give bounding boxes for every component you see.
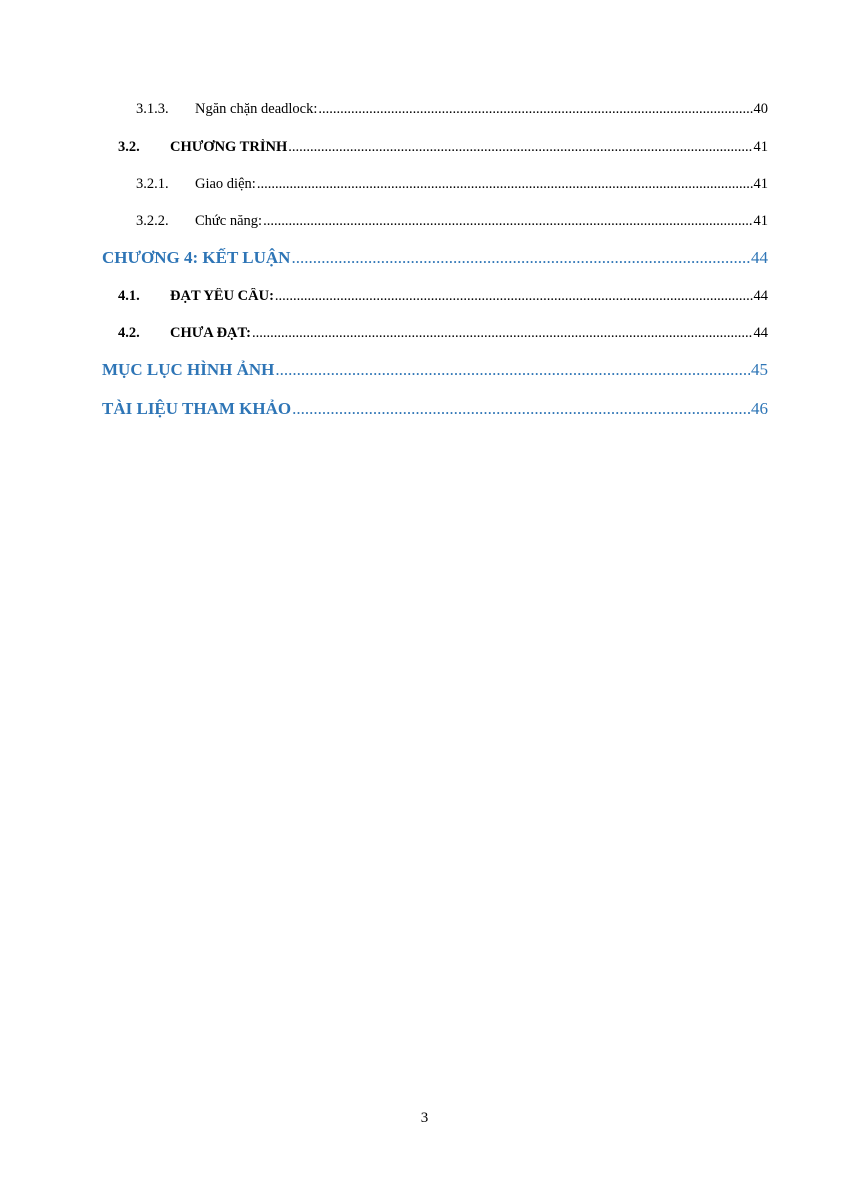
- toc-dot-leader: [318, 101, 752, 118]
- toc-entry-page: 44: [753, 325, 768, 341]
- toc-entry-title: CHƯƠNG 4: KẾT LUẬN: [102, 248, 291, 267]
- toc-entry-title: Ngăn chặn deadlock:: [195, 101, 318, 117]
- toc-entry-page: 41: [753, 213, 768, 229]
- toc-dot-leader: [275, 288, 753, 305]
- toc-entry-number: 4.1.: [118, 288, 140, 304]
- toc-entry-4-1[interactable]: [118, 288, 768, 305]
- toc-dot-leader: [288, 139, 752, 156]
- toc-entry-4-2[interactable]: [118, 325, 768, 342]
- toc-dot-leader: [263, 213, 752, 230]
- toc-entry-3-2[interactable]: [118, 139, 768, 156]
- toc-entry-title: CHƯƠNG TRÌNH: [170, 139, 288, 155]
- toc-entry-number: 3.2.2.: [136, 213, 169, 229]
- toc-entry-page: 44: [751, 248, 768, 267]
- toc-entry-number: 3.1.3.: [136, 101, 169, 117]
- toc-entry-title: Giao diện:: [195, 176, 256, 192]
- toc-dot-leader: [257, 176, 753, 193]
- toc-entry-list-of-figures[interactable]: [102, 360, 768, 380]
- toc-dot-leader: [252, 325, 753, 342]
- toc-entry-3-2-1[interactable]: [136, 176, 768, 193]
- toc-entry-page: 45: [751, 360, 768, 379]
- toc-entry-references[interactable]: [102, 399, 768, 419]
- toc-entry-3-2-2[interactable]: [136, 213, 768, 230]
- toc-entry-chapter-4[interactable]: [102, 248, 768, 268]
- toc-entry-title: ĐẠT YÊU CẦU:: [170, 288, 274, 304]
- toc-dot-leader: [292, 399, 750, 419]
- toc-entry-page: 41: [753, 139, 768, 155]
- toc-entry-title: CHƯA ĐẠT:: [170, 325, 251, 341]
- toc-entry-number: 3.2.: [118, 139, 140, 155]
- toc-entry-number: 3.2.1.: [136, 176, 169, 192]
- page-number: 3: [420, 1110, 429, 1126]
- toc-entry-page: 46: [751, 399, 768, 418]
- toc-entry-3-1-3[interactable]: [136, 101, 768, 118]
- toc-entry-title: TÀI LIỆU THAM KHẢO: [102, 399, 292, 418]
- toc-entry-number: 4.2.: [118, 325, 140, 341]
- toc-entry-title: Chức năng:: [195, 213, 263, 229]
- toc-entry-page: 44: [753, 288, 768, 304]
- toc-dot-leader: [291, 248, 750, 268]
- toc-entry-title: MỤC LỤC HÌNH ẢNH: [102, 360, 275, 379]
- toc-entry-page: 40: [753, 101, 768, 117]
- toc-dot-leader: [275, 360, 750, 380]
- toc-entry-page: 41: [753, 176, 768, 192]
